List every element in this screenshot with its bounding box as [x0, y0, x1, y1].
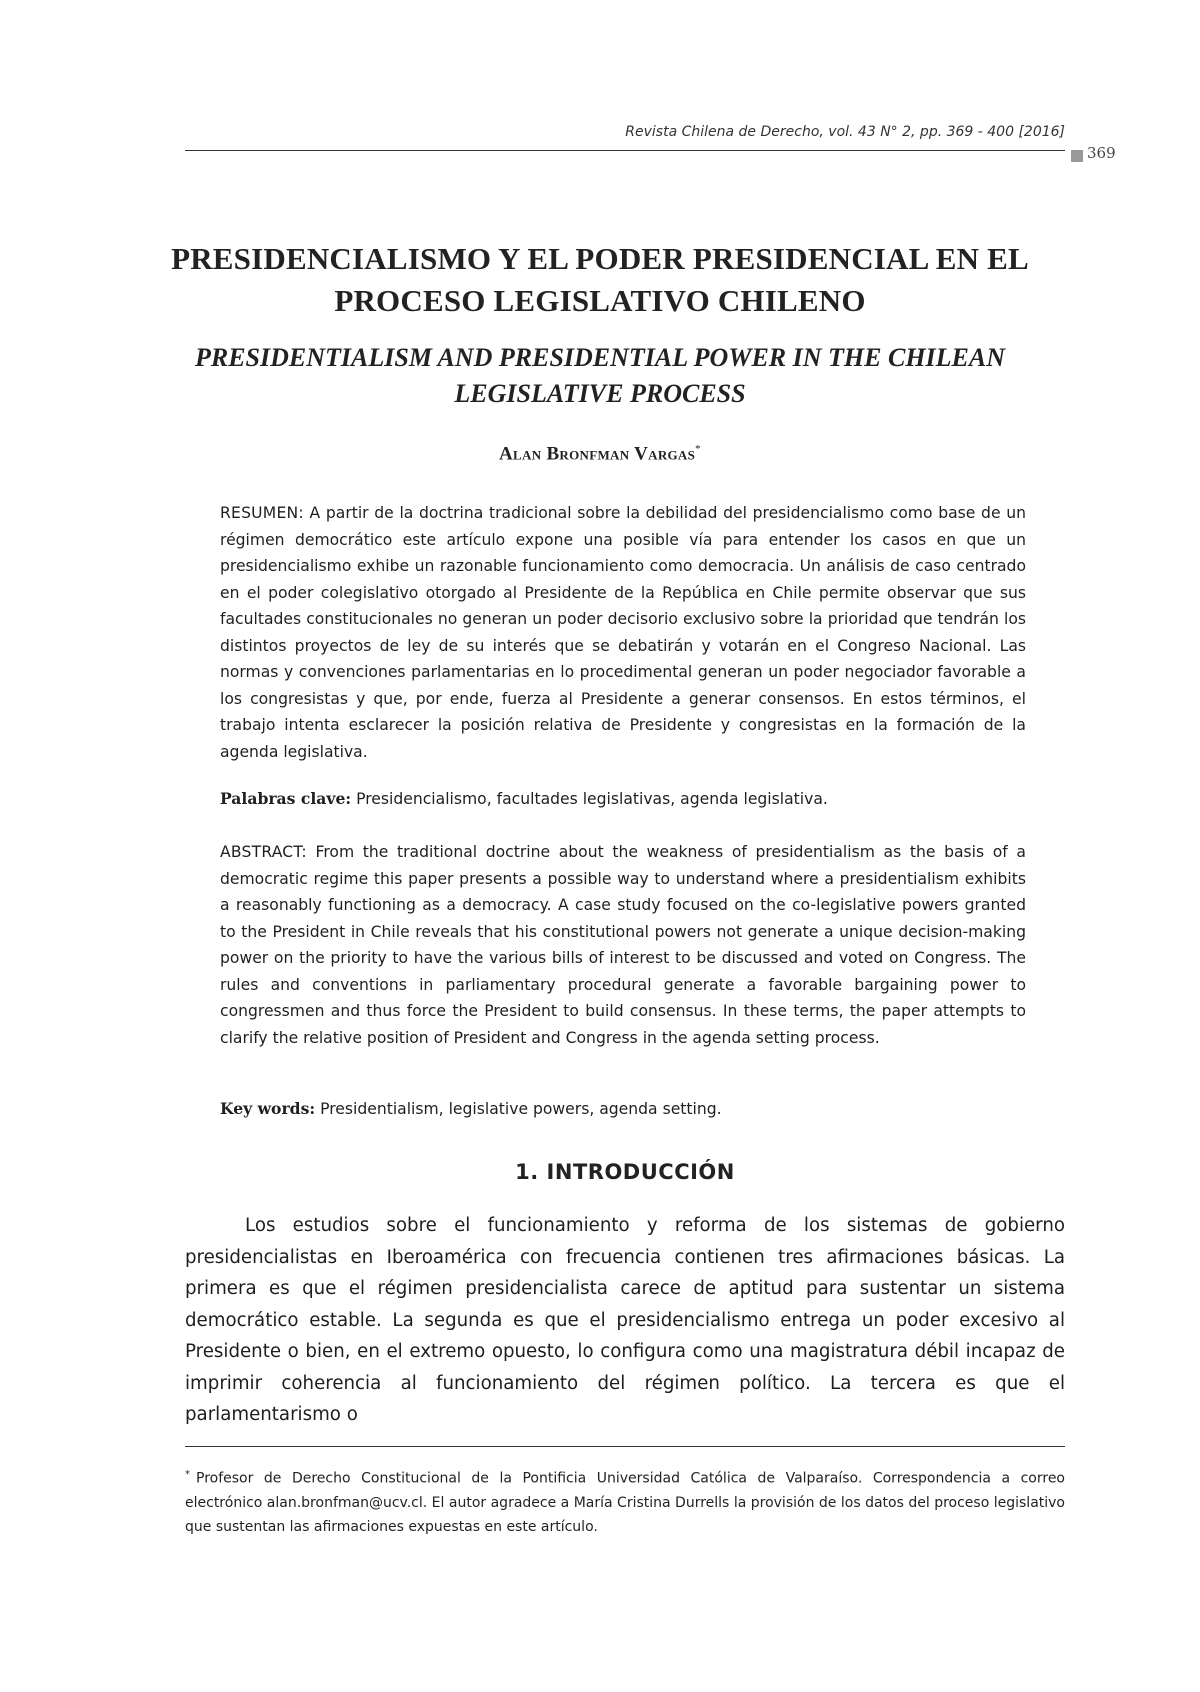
author-name: Alan Bronfman Vargas: [499, 443, 696, 465]
key-words-label: Key words:: [220, 1099, 316, 1118]
article-subtitle: PRESIDENTIALISM AND PRESIDENTIAL POWER IN THE CHILEAN LEGISLATIVE PROCESS: [194, 343, 1005, 408]
header-rule: [185, 150, 1065, 151]
author-footnote-mark: *: [695, 443, 701, 455]
resumen-label: RESUMEN:: [220, 504, 304, 522]
running-head: [185, 124, 1065, 140]
footnote-mark: *: [185, 1469, 190, 1480]
resumen-text: A partir de la doctrina tradicional sobre la debilidad del presidencialismo como base de un régimen democrático este artículo expone una posible vía para entender los casos en que un presidencialismo exhibe un razonable funcionamiento como democracia. Un análisis de caso centrado en el poder colegislativo otorgado al Presidente de la República en Chile permite observar que sus facultades constitucionales no generan un poder decisorio exclusivo sobre la prioridad que tendrán los distintos proyectos de ley de su interés que se debatirán y votarán en el Congreso Nacional. Las normas y convenciones parlamentarias en lo procedimental generan un poder negociador favorable a los congresistas y que, por ende, fuerza al Presidente a generar consensos. En estos términos, el trabajo intenta esclarecer la posición relativa de Presidente y congresistas en la formación de la agenda legislativa.: [220, 504, 1026, 761]
author-line: [150, 443, 1050, 465]
resumen-paragraph: [220, 500, 1026, 765]
palabras-clave-label: Palabras clave:: [220, 789, 352, 808]
abstract-label: ABSTRACT:: [220, 843, 307, 861]
intro-paragraph: Los estudios sobre el funcionamiento y reforma de los sistemas de gobierno presidencialistas en Iberoamérica con frecuencia contienen tres afirmaciones básicas. La primera es que el régimen presidencialista carece de aptitud para sustentar un sistema democrático estable. La segunda es que el presidencialismo entrega un poder excesivo al Presidente o bien, en el extremo opuesto, lo configura como una magistratura débil incapaz de imprimir coherencia al funcionamiento del régimen político. La tercera es que el parlamentarismo o: [185, 1215, 1065, 1425]
journal-citation: , vol. 43 N° 2, pp. 369 - 400 [2016]: [819, 124, 1065, 140]
key-words-paragraph: [220, 1096, 1026, 1123]
footnote: [185, 1463, 1065, 1539]
key-words-text: Presidentialism, legislative powers, agenda setting.: [320, 1100, 722, 1118]
abstract-paragraph: [220, 839, 1026, 1051]
palabras-clave-text: Presidencialismo, facultades legislativas, agenda legislativa.: [356, 790, 828, 808]
abstract-text: From the traditional doctrine about the weakness of presidentialism as the basis of a democratic regime this paper presents a possible way to understand where a presidentialism exhibits a reasonably functioning as a democracy. A case study focused on the co-legislative powers granted to the President in Chile reveals that his constitutional powers not generate a unique decision-making power on the priority to have the various bills of interest to be discussed and voted on Congress. The rules and conventions in parliamentary procedural generate a favorable bargaining power to congressmen and thus force the President to build consensus. In these terms, the paper attempts to clarify the relative position of President and Congress in the agenda setting process.: [220, 843, 1026, 1047]
footnote-rule: [185, 1446, 1065, 1447]
palabras-clave-paragraph: [220, 786, 1026, 813]
journal-name: Revista Chilena de Derecho: [625, 124, 820, 140]
footnote-text: Profesor de Derecho Constitucional de la Pontificia Universidad Católica de Valparaíso. Correspondencia a correo electrónico alan.bronfman@ucv.cl. El autor agradece a María Cristina Durrells la provisión de los datos del proceso legislativo que sustentan las afirmaciones expuestas en este artículo.: [185, 1470, 1065, 1535]
article-title: PRESIDENCIALISMO Y EL PODER PRESIDENCIAL EN EL PROCESO LEGISLATIVO CHILENO: [171, 241, 1029, 318]
page-number-marker: [1071, 150, 1083, 162]
section-heading: 1. INTRODUCCIÓN: [515, 1160, 735, 1184]
page-number: 369: [1087, 144, 1116, 162]
